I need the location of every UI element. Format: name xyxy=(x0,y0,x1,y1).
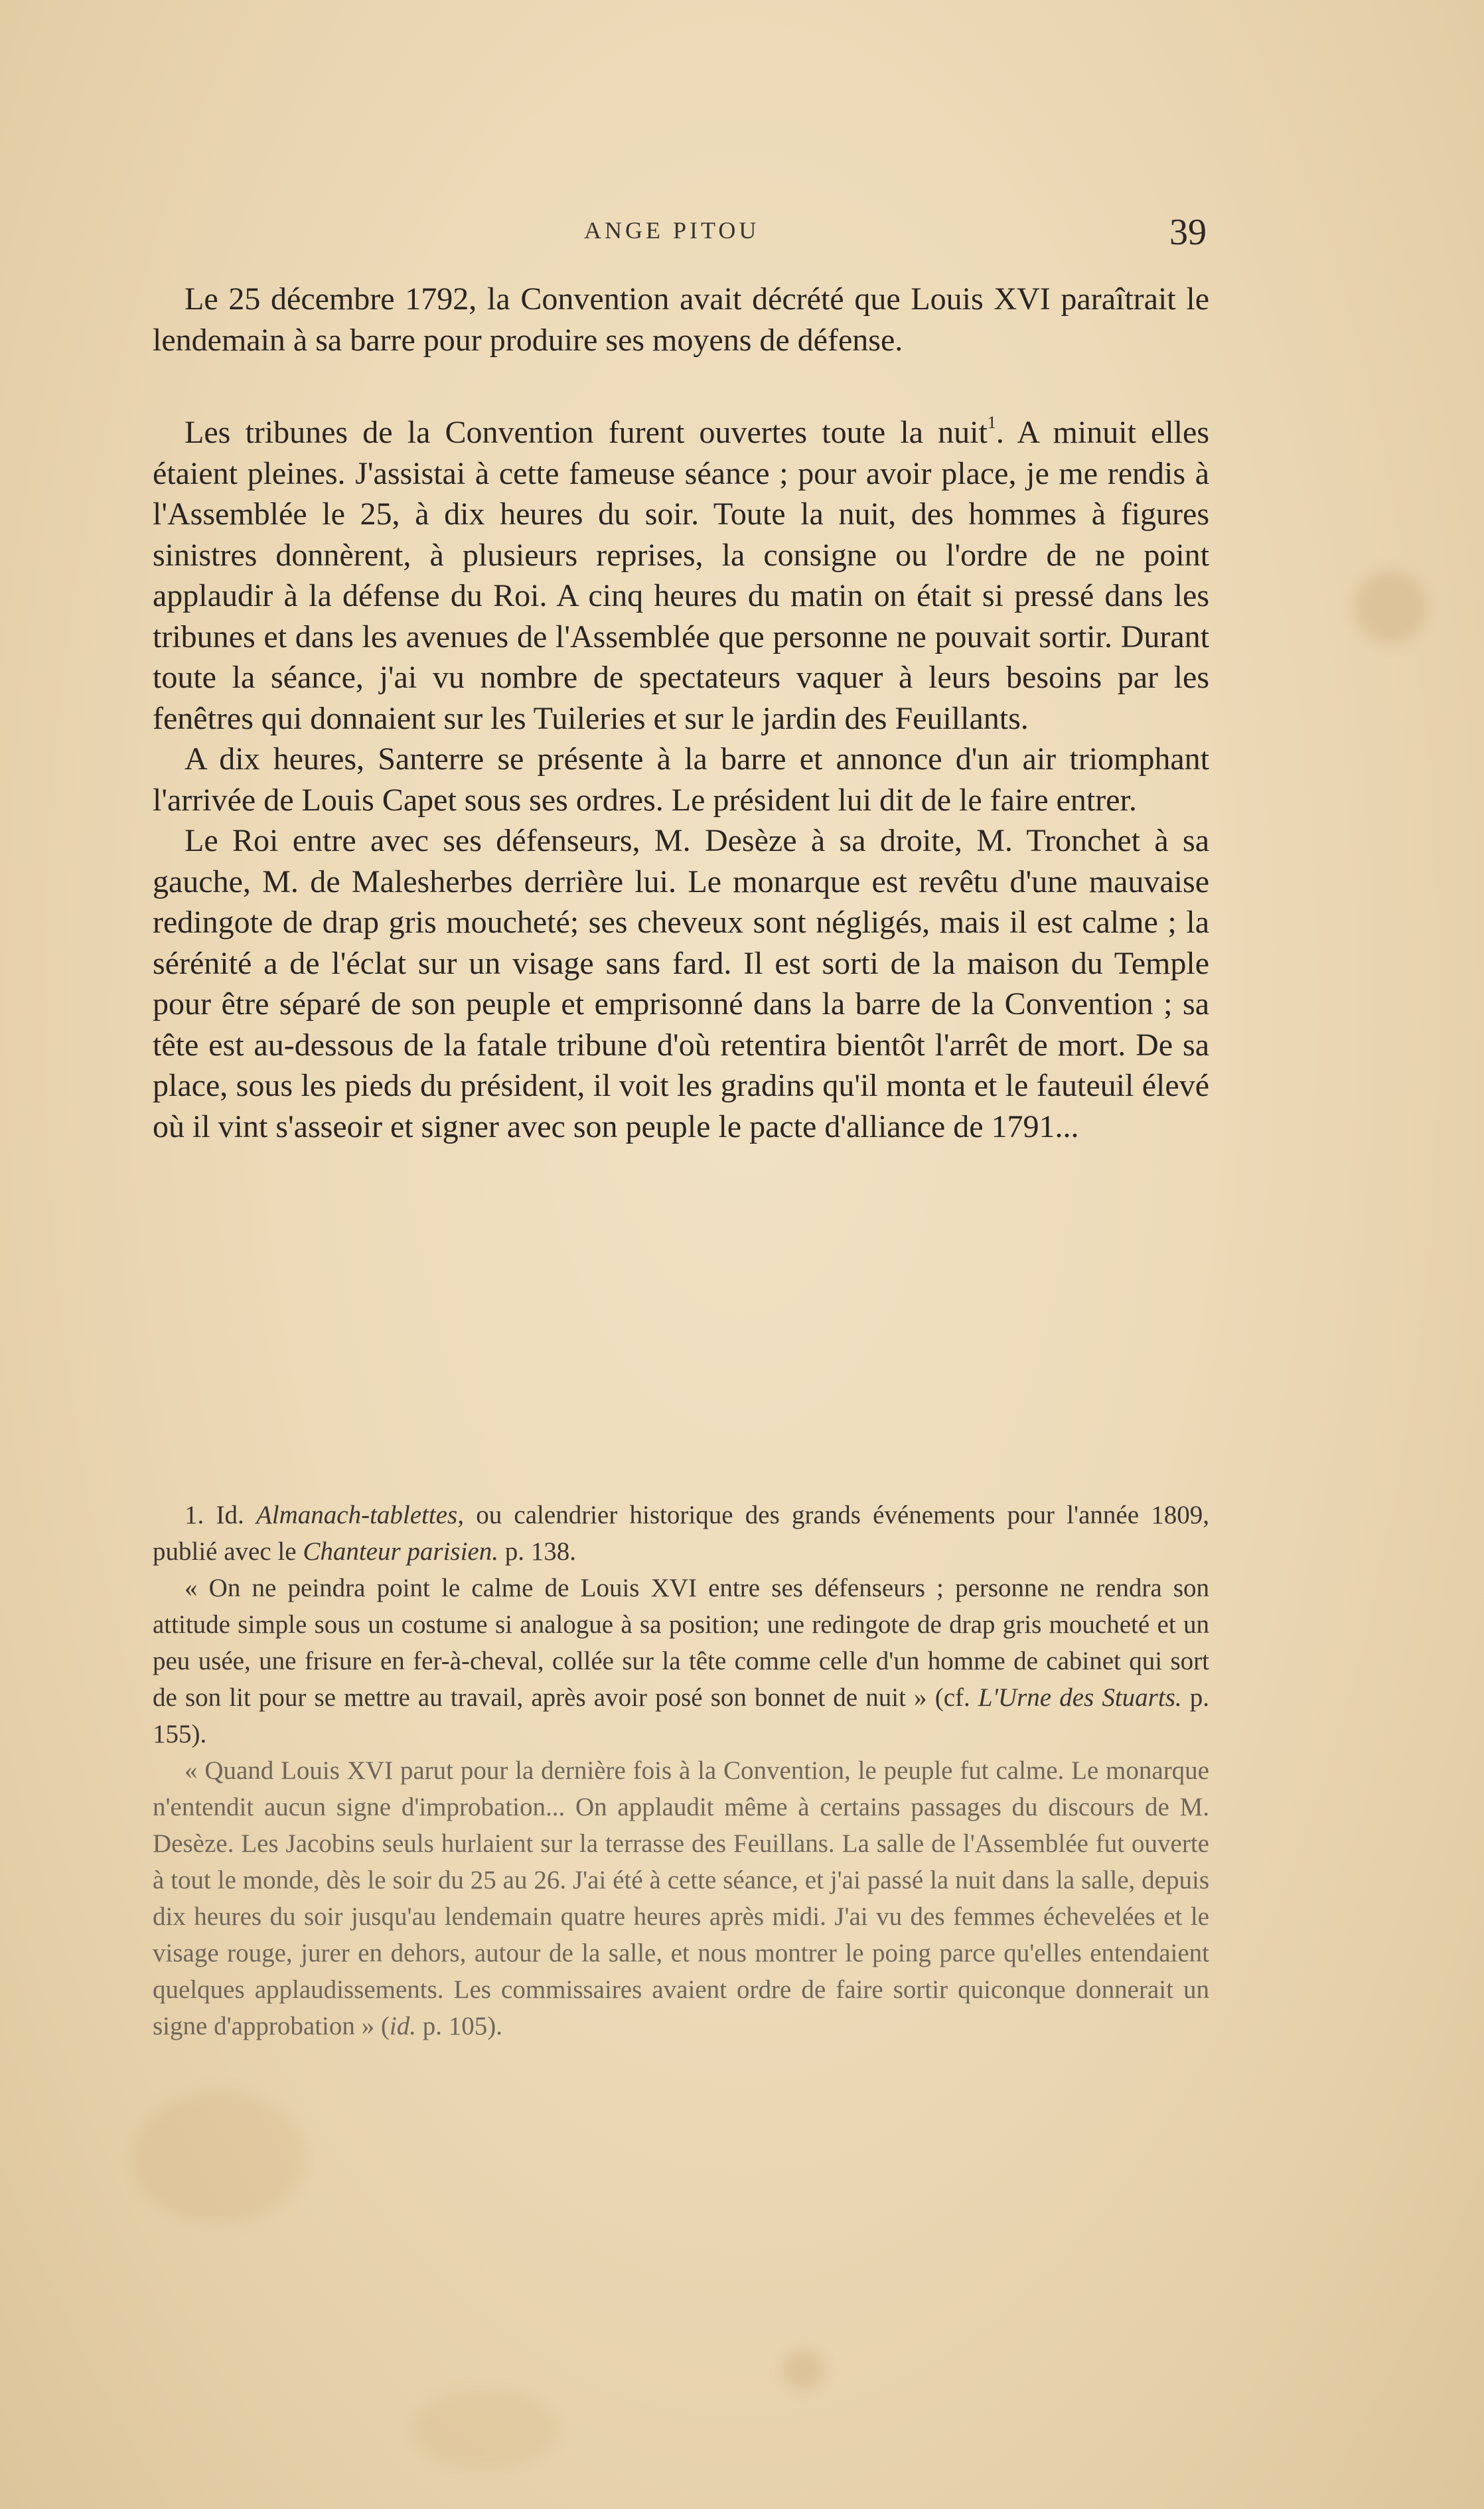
footnote-title: Chanteur parisien. xyxy=(303,1537,498,1566)
footnote-title: L'Urne des Stuarts. xyxy=(978,1683,1182,1712)
paragraph: Le 25 décembre 1792, la Convention avait décrété que Louis XVI paraîtrait le lendemain à sa barre pour produire ses moyens de défense. xyxy=(153,281,1209,358)
paragraph: A dix heures, Santerre se présente à la barre et annonce d'un air triomphant l'arrivée de Louis Capet sous ses ordres. Le président lui dit de le faire entrer. xyxy=(153,741,1209,818)
footnote xyxy=(153,1497,1209,1570)
footnotes xyxy=(153,1497,1209,2044)
footnote-number: 1. Id. xyxy=(185,1501,244,1529)
paper-stain xyxy=(783,2350,823,2390)
footnote-text: ou calendrier historique des grands événements pour l'année 1809, publié avec le xyxy=(153,1501,1209,1566)
page-number: 39 xyxy=(1169,212,1207,253)
paragraph-text: Les tribunes de la Convention furent ouvertes toute la nuit xyxy=(185,415,988,450)
paper-stain xyxy=(1354,571,1427,644)
footnote-text: « Quand Louis XVI parut pour la dernière fois à la Convention, le peuple fut calme. Le monarque n'entendit aucun signe d'improbation... On applaudit même à certains passages du discours de M. Desèze. Les Jacobins seuls hurlaient sur la terrasse des Feuillans. La salle de l'Assemblée fut ouverte à tout le monde, dès le soir du 25 au 26. J'ai été à cette séance, et j'ai passé la nuit dans la salle, depuis dix heures du soir jusqu'au lendemain quatre heures après midi. J'ai vu des femmes échevelées et le visage rouge, jurer en dehors, autour de la salle, et nous montrer le poing parce qu'elles entendaient quelques applaudissements. Les commissaires avaient ordre de faire sortir quiconque donnerait un signe d'approbation » ( xyxy=(153,1756,1209,2040)
paper-stain xyxy=(133,2091,305,2224)
footnote-reference: 1 xyxy=(987,413,996,432)
footnote-text: p. 138. xyxy=(504,1537,576,1566)
running-title: ANGE PITOU xyxy=(584,217,760,244)
paragraph: Le Roi entre avec ses défenseurs, M. Desèze à sa droite, M. Tronchet à sa gauche, M. de Malesherbes derrière lui. Le monarque est revêtu d'une mauvaise redingote de drap gris moucheté; ses cheveux sont négligés, mais il est calme ; la sérénité a de l'éclat sur un visage sans fard. Il est sorti de la maison du Temple pour être séparé de son peuple et emprisonné dans la barre de la Convention ; sa tête est au-dessous de la fatale tribune d'où retentira bientôt l'arrêt de mort. De sa place, sous les pieds du président, il voit les gradins qu'il monta et le fauteuil élevé où il vint s'asseoir et signer avec son peuple le pacte d'alliance de 1791... xyxy=(153,823,1209,1144)
footnote-reference-id: id. xyxy=(389,2012,416,2040)
footnote-text: p. 105). xyxy=(422,2012,502,2040)
page-header xyxy=(0,211,1484,264)
footnote-text: « On ne peindra point le calme de Louis XVI entre ses défenseurs ; personne ne rendra son attitude simple sous un costume si analogue à sa position; une redingote de drap gris moucheté et un peu usée, une frisure en fer-à-cheval, collée sur la tête comme celle d'un homme de cabinet qui sort de son lit pour se mettre au travail, après avoir posé son bonnet de nuit » (cf. xyxy=(153,1574,1209,1712)
footnote-quote xyxy=(153,1752,1209,2044)
paragraph xyxy=(153,412,1209,739)
main-text xyxy=(153,279,1209,1147)
footnote-title: Almanach-tablettes, xyxy=(256,1501,464,1529)
footnote-text: p. 155). xyxy=(153,1683,1210,1748)
paragraph-text: . A minuit elles étaient pleines. J'assistai à cette fameuse séance ; pour avoir place, je me rendis à l'Assemblée le 25, à dix heures du soir. Toute la nuit, des hommes à figures sinistres donnèrent, à plusieurs reprises, la consigne ou l'ordre de ne point applaudir à la défense du Roi. A cinq heures du matin on était si pressé dans les tribunes et dans les avenues de l'Assemblée que personne ne pouvait sortir. Durant toute la séance, j'ai vu nombre de spectateurs vaquer à leurs besoins par les fenêtres qui donnaient sur les Tuileries et sur le jardin des Feuillants. xyxy=(153,415,1210,736)
paper-stain xyxy=(411,2390,557,2469)
footnote-quote xyxy=(153,1570,1209,1752)
